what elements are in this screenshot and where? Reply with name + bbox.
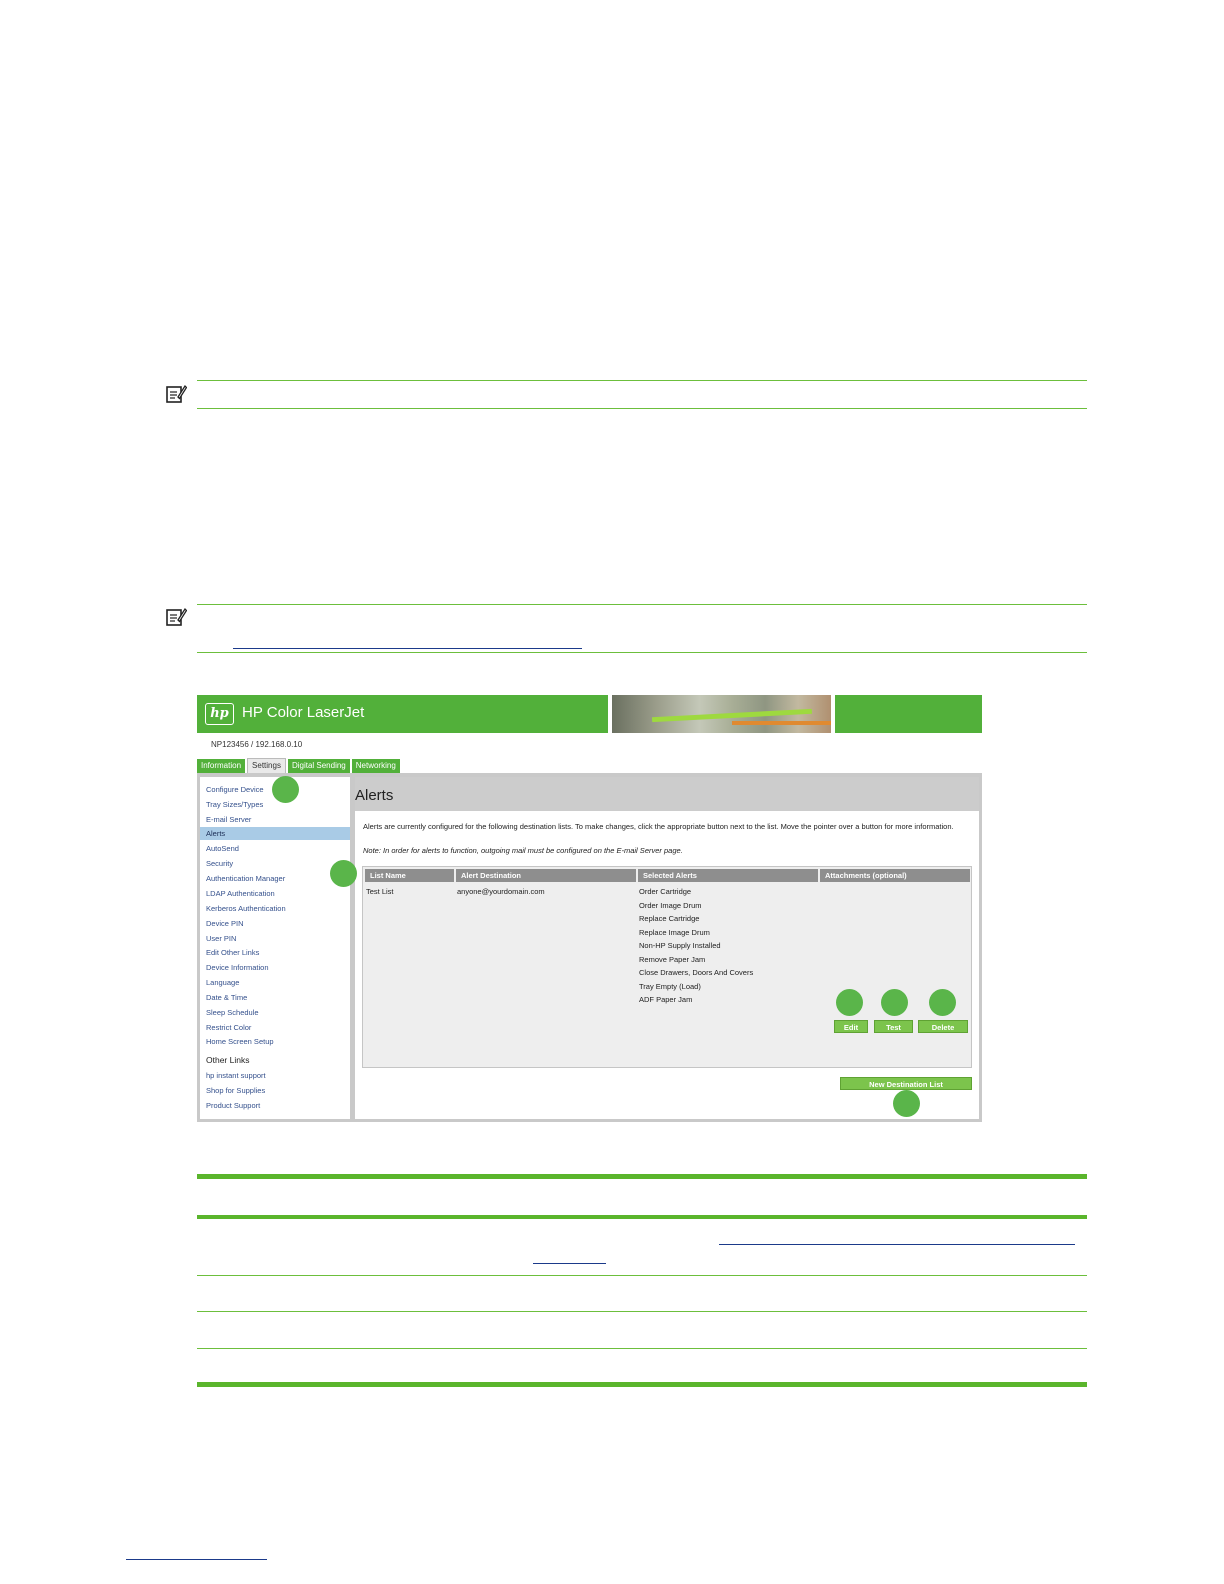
sidebar-item-authentication-manager[interactable]: Authentication Manager (206, 874, 286, 883)
table-header-rule (197, 1215, 1087, 1219)
sidebar-item-sleep-schedule[interactable]: Sleep Schedule (206, 1008, 259, 1017)
other-link-product-support[interactable]: Product Support (206, 1101, 261, 1110)
header-right-panel (835, 695, 982, 733)
column-header-list-name: List Name (365, 869, 454, 882)
sidebar-item-email-server[interactable]: E-mail Server (206, 815, 252, 824)
note-icon (165, 606, 187, 628)
sidebar-item-tray-sizes[interactable]: Tray Sizes/Types (206, 800, 264, 809)
sidebar-item-edit-other-links[interactable]: Edit Other Links (206, 948, 260, 957)
selected-alert-item: Replace Image Drum (639, 928, 710, 937)
selected-alert-item: Tray Empty (Load) (639, 982, 701, 991)
table-bottom-rule (197, 1382, 1087, 1387)
sidebar-item-ldap[interactable]: LDAP Authentication (206, 889, 275, 898)
page-titlebar (355, 777, 979, 811)
new-destination-list-button[interactable]: New Destination List (840, 1077, 972, 1090)
page-title: Alerts (355, 787, 394, 804)
callout-marker (929, 989, 956, 1016)
note-top-rule (197, 604, 1087, 605)
table-top-rule (197, 1174, 1087, 1179)
column-header-selected-alerts: Selected Alerts (638, 869, 818, 882)
test-button[interactable]: Test (874, 1020, 913, 1033)
selected-alert-item: Remove Paper Jam (639, 955, 706, 964)
header-banner-image (612, 695, 831, 733)
callout-marker (881, 989, 908, 1016)
callout-marker (330, 860, 357, 887)
sidebar-item-alerts[interactable]: Alerts (200, 827, 350, 840)
alerts-intro-text: Alerts are currently configured for the following destination lists. To make changes, click the appropriate button next to the list. Move the pointer over a button for more information. (363, 822, 954, 831)
note-icon (165, 383, 187, 405)
sidebar-item-kerberos[interactable]: Kerberos Authentication (206, 904, 286, 913)
tab-information[interactable]: Information (197, 759, 245, 773)
hyperlink-underline[interactable] (719, 1244, 1075, 1245)
sidebar-item-home-screen-setup[interactable]: Home Screen Setup (206, 1037, 274, 1046)
column-header-attachments: Attachments (optional) (820, 869, 970, 882)
sidebar-item-user-pin[interactable]: User PIN (206, 934, 237, 943)
selected-alert-item: Order Cartridge (639, 887, 692, 896)
tab-networking[interactable]: Networking (352, 759, 400, 773)
edit-button[interactable]: Edit (834, 1020, 868, 1033)
sidebar-item-configure-device[interactable]: Configure Device (206, 785, 264, 794)
hp-logo: hp (205, 703, 234, 725)
alert-destination-cell: anyone@yourdomain.com (457, 887, 545, 896)
hyperlink-underline[interactable] (233, 648, 582, 649)
selected-alert-item: Replace Cartridge (639, 914, 700, 923)
ews-title: HP Color LaserJet (242, 704, 365, 721)
sidebar-item-security[interactable]: Security (206, 859, 234, 868)
other-links-heading: Other Links (206, 1055, 250, 1065)
sidebar-item-restrict-color[interactable]: Restrict Color (206, 1023, 252, 1032)
footer-link-underline[interactable] (126, 1559, 267, 1560)
table-row-rule (197, 1275, 1087, 1276)
note-bottom-rule (197, 408, 1087, 409)
ews-header (197, 695, 608, 733)
sidebar-item-date-time[interactable]: Date & Time (206, 993, 248, 1002)
table-row-rule (197, 1348, 1087, 1349)
device-address: NP123456 / 192.168.0.10 (211, 740, 303, 749)
other-link-hp-instant-support[interactable]: hp instant support (206, 1071, 266, 1080)
callout-marker (272, 776, 299, 803)
callout-marker (836, 989, 863, 1016)
settings-sidebar (200, 777, 350, 1119)
selected-alert-item: Order Image Drum (639, 901, 702, 910)
delete-button[interactable]: Delete (918, 1020, 968, 1033)
tab-settings[interactable]: Settings (247, 758, 286, 775)
callout-marker (893, 1090, 920, 1117)
ews-tabs (197, 759, 400, 773)
other-link-shop-supplies[interactable]: Shop for Supplies (206, 1086, 266, 1095)
destination-list-table (362, 866, 972, 1068)
selected-alert-item: ADF Paper Jam (639, 995, 693, 1004)
selected-alert-item: Close Drawers, Doors And Covers (639, 968, 754, 977)
hyperlink-underline[interactable] (533, 1263, 606, 1264)
note-bottom-rule (197, 652, 1087, 653)
sidebar-item-device-information[interactable]: Device Information (206, 963, 269, 972)
sidebar-item-autosend[interactable]: AutoSend (206, 844, 239, 853)
alerts-note-text: Note: In order for alerts to function, outgoing mail must be configured on the E-mail Server page. (363, 846, 683, 855)
sidebar-item-language[interactable]: Language (206, 978, 240, 987)
selected-alert-item: Non-HP Supply Installed (639, 941, 721, 950)
note-top-rule (197, 380, 1087, 381)
column-header-alert-destination: Alert Destination (456, 869, 636, 882)
list-name-cell: Test List (366, 887, 394, 896)
sidebar-item-device-pin[interactable]: Device PIN (206, 919, 244, 928)
table-row-rule (197, 1311, 1087, 1312)
tab-digital-sending[interactable]: Digital Sending (288, 759, 350, 773)
